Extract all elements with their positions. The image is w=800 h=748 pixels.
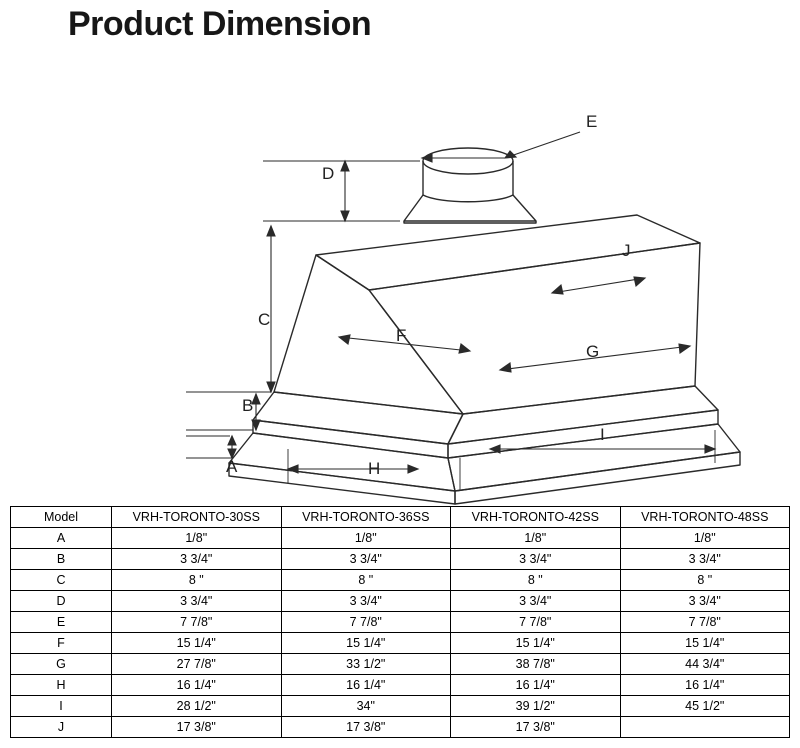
duct-collar-top xyxy=(423,148,513,174)
table-cell: E xyxy=(11,612,112,633)
callout-label-j: J xyxy=(622,241,631,260)
table-cell: 45 1/2" xyxy=(620,696,790,717)
hood-rim-left xyxy=(253,420,448,458)
table-cell: I xyxy=(11,696,112,717)
table-cell: 1/8" xyxy=(451,528,621,549)
table-cell: D xyxy=(11,591,112,612)
hood-body-outline xyxy=(229,148,740,504)
table-cell: 3 3/4" xyxy=(620,549,790,570)
table-cell: 16 1/4" xyxy=(451,675,621,696)
table-cell: 15 1/4" xyxy=(451,633,621,654)
table-cell: 34" xyxy=(281,696,451,717)
table-row xyxy=(11,654,790,675)
callout-label-e: E xyxy=(586,112,598,131)
callout-label-c: C xyxy=(258,310,271,329)
table-header-cell: VRH-TORONTO-48SS xyxy=(620,507,790,528)
hood-rim-front xyxy=(448,410,718,458)
table-cell: 27 7/8" xyxy=(112,654,282,675)
table-cell: 44 3/4" xyxy=(620,654,790,675)
table-cell: 28 1/2" xyxy=(112,696,282,717)
table-cell: 16 1/4" xyxy=(112,675,282,696)
table-cell: 8 " xyxy=(620,570,790,591)
callout-label-f: F xyxy=(396,326,407,345)
table-cell: 15 1/4" xyxy=(620,633,790,654)
hood-bottom-left xyxy=(253,392,463,444)
table-cell: G xyxy=(11,654,112,675)
callout-label-h: H xyxy=(368,459,381,478)
table-cell: 17 3/8" xyxy=(451,717,621,738)
table-cell: F xyxy=(11,633,112,654)
table-cell: 3 3/4" xyxy=(451,549,621,570)
table-cell: 3 3/4" xyxy=(451,591,621,612)
table-cell: 3 3/4" xyxy=(281,591,451,612)
table-row xyxy=(11,696,790,717)
table-cell: 3 3/4" xyxy=(112,549,282,570)
callout-label-g: G xyxy=(586,342,600,361)
table-cell: 1/8" xyxy=(112,528,282,549)
hood-flange-edge-front xyxy=(455,452,740,504)
table-row xyxy=(11,528,790,549)
table-cell: 15 1/4" xyxy=(281,633,451,654)
table-header-cell: VRH-TORONTO-42SS xyxy=(451,507,621,528)
table-cell: C xyxy=(11,570,112,591)
table-row xyxy=(11,612,790,633)
table-cell: 7 7/8" xyxy=(281,612,451,633)
table-row xyxy=(11,570,790,591)
dimension-table xyxy=(10,506,790,738)
table-cell: 8 " xyxy=(112,570,282,591)
hood-left-face xyxy=(274,255,463,414)
table-cell: B xyxy=(11,549,112,570)
table-cell: J xyxy=(11,717,112,738)
table-header-cell: VRH-TORONTO-36SS xyxy=(281,507,451,528)
table-cell: 1/8" xyxy=(281,528,451,549)
table-cell: 3 3/4" xyxy=(281,549,451,570)
hood-front-face xyxy=(369,243,700,414)
table-row xyxy=(11,591,790,612)
table-row xyxy=(11,675,790,696)
table-row xyxy=(11,717,790,738)
table-cell: H xyxy=(11,675,112,696)
table-cell: 7 7/8" xyxy=(451,612,621,633)
table-cell: 17 3/8" xyxy=(112,717,282,738)
table-cell: 16 1/4" xyxy=(281,675,451,696)
table-cell: 7 7/8" xyxy=(620,612,790,633)
table-cell xyxy=(620,717,790,738)
table-cell: 17 3/8" xyxy=(281,717,451,738)
table-cell: 15 1/4" xyxy=(112,633,282,654)
table-header-cell: VRH-TORONTO-30SS xyxy=(112,507,282,528)
callout-label-b: B xyxy=(242,396,254,415)
table-cell: 7 7/8" xyxy=(112,612,282,633)
table-cell: 8 " xyxy=(451,570,621,591)
table-cell: 39 1/2" xyxy=(451,696,621,717)
product-dimension-drawing xyxy=(0,58,800,506)
callout-label-a: A xyxy=(226,457,238,476)
table-cell: A xyxy=(11,528,112,549)
table-cell: 3 3/4" xyxy=(112,591,282,612)
table-cell: 33 1/2" xyxy=(281,654,451,675)
callout-label-i: I xyxy=(600,425,605,444)
table-cell: 3 3/4" xyxy=(620,591,790,612)
table-cell: 8 " xyxy=(281,570,451,591)
table-cell: 38 7/8" xyxy=(451,654,621,675)
table-row xyxy=(11,633,790,654)
table-header-row xyxy=(11,507,790,528)
page-title: Product Dimension xyxy=(68,5,372,43)
table-header-cell: Model xyxy=(11,507,112,528)
table-cell: 16 1/4" xyxy=(620,675,790,696)
table-cell: 1/8" xyxy=(620,528,790,549)
table-row xyxy=(11,549,790,570)
callout-label-d: D xyxy=(322,164,335,183)
